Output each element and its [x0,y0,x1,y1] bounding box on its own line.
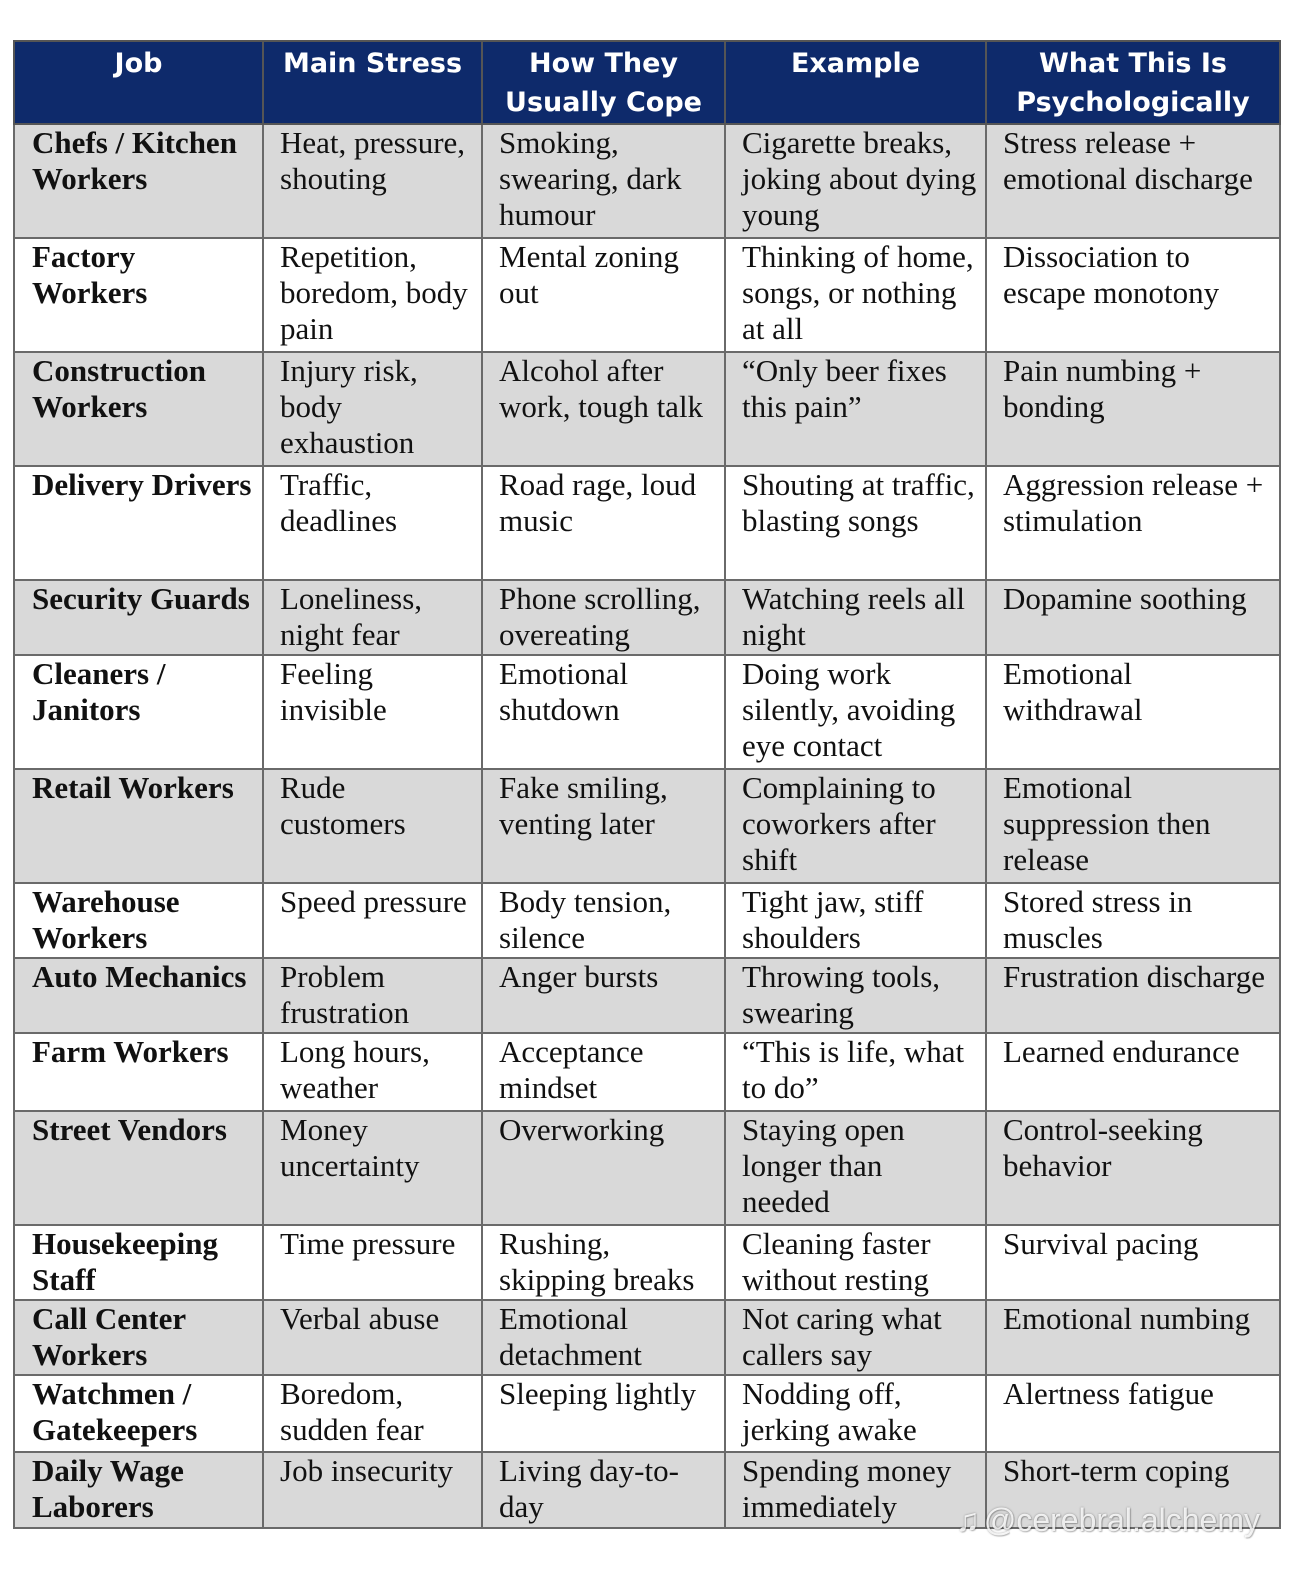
psych-cell: Frustration discharge [986,958,1280,1033]
psych-cell: Short-term coping [986,1452,1280,1528]
psych-cell: Dopamine soothing [986,580,1280,655]
psych-cell: Survival pacing [986,1225,1280,1300]
example-cell: “This is life, what to do” [725,1033,986,1111]
psych-cell: Emotional withdrawal [986,655,1280,769]
stress-cell: Long hours, weather [263,1033,482,1111]
example-cell: Staying open longer than needed [725,1111,986,1225]
job-cell: Farm Workers [14,1033,263,1111]
header-job: Job [14,41,263,124]
table-row [14,466,1280,580]
job-cell: Construction Workers [14,352,263,466]
job-cell: Retail Workers [14,769,263,883]
job-cell: Auto Mechanics [14,958,263,1033]
header-psychological: What This Is Psychologically [986,41,1280,124]
cope-cell: Alcohol after work, tough talk [482,352,725,466]
psych-cell: Learned endurance [986,1033,1280,1111]
job-cell: Factory Workers [14,238,263,352]
stress-cell: Injury risk, body exhaustion [263,352,482,466]
example-cell: Spending money immediately [725,1452,986,1528]
job-cell: Watchmen / Gatekeepers [14,1375,263,1452]
table-row [14,958,1280,1033]
example-cell: Complaining to coworkers after shift [725,769,986,883]
example-cell: Cleaning faster without resting [725,1225,986,1300]
stress-cell: Boredom, sudden fear [263,1375,482,1452]
header-main-stress: Main Stress [263,41,482,124]
cope-cell: Body tension, silence [482,883,725,958]
example-cell: Doing work silently, avoiding eye contact [725,655,986,769]
stress-cell: Verbal abuse [263,1300,482,1375]
table-row [14,769,1280,883]
example-cell: Thinking of home, songs, or nothing at all [725,238,986,352]
table-row [14,1111,1280,1225]
header-example: Example [725,41,986,124]
stress-cell: Heat, pressure, shouting [263,124,482,238]
stress-cell: Repetition, boredom, body pain [263,238,482,352]
psych-cell: Control-seeking behavior [986,1111,1280,1225]
cope-cell: Sleeping lightly [482,1375,725,1452]
job-cell: Security Guards [14,580,263,655]
table-row [14,238,1280,352]
job-cell: Cleaners / Janitors [14,655,263,769]
psych-cell: Stored stress in muscles [986,883,1280,958]
psych-cell: Pain numbing + bonding [986,352,1280,466]
psych-cell: Emotional suppression then release [986,769,1280,883]
stress-cell: Job insecurity [263,1452,482,1528]
cope-cell: Road rage, loud music [482,466,725,580]
cope-cell: Smoking, swearing, dark humour [482,124,725,238]
example-cell: Watching reels all night [725,580,986,655]
stress-cell: Loneliness, night fear [263,580,482,655]
table-row [14,1375,1280,1452]
psych-cell: Emotional numbing [986,1300,1280,1375]
stress-cell: Rude customers [263,769,482,883]
header-how-they-cope: How They Usually Cope [482,41,725,124]
example-cell: Shouting at traffic, blasting songs [725,466,986,580]
table-row [14,655,1280,769]
table-row [14,352,1280,466]
table-row [14,883,1280,958]
example-cell: Throwing tools, swearing [725,958,986,1033]
cope-cell: Rushing, skipping breaks [482,1225,725,1300]
table-row [14,580,1280,655]
job-cell: Chefs / Kitchen Workers [14,124,263,238]
stress-cell: Money uncertainty [263,1111,482,1225]
coping-table-container [13,40,1279,1529]
stress-cell: Time pressure [263,1225,482,1300]
job-cell: Call Center Workers [14,1300,263,1375]
cope-cell: Emotional shutdown [482,655,725,769]
cope-cell: Anger bursts [482,958,725,1033]
psych-cell: Dissociation to escape monotony [986,238,1280,352]
job-cell: Housekeeping Staff [14,1225,263,1300]
example-cell: “Only beer fixes this pain” [725,352,986,466]
cope-cell: Emotional detachment [482,1300,725,1375]
cope-cell: Overworking [482,1111,725,1225]
psych-cell: Stress release + emotional discharge [986,124,1280,238]
psych-cell: Alertness fatigue [986,1375,1280,1452]
watermark [956,1502,1260,1539]
cope-cell: Phone scrolling, overeating [482,580,725,655]
job-cell: Delivery Drivers [14,466,263,580]
stress-cell: Problem frustration [263,958,482,1033]
job-cell: Street Vendors [14,1111,263,1225]
job-cell: Daily Wage Laborers [14,1452,263,1528]
cope-cell: Living day-to-day [482,1452,725,1528]
example-cell: Not caring what callers say [725,1300,986,1375]
stress-cell: Feeling invisible [263,655,482,769]
example-cell: Tight jaw, stiff shoulders [725,883,986,958]
example-cell: Nodding off, jerking awake [725,1375,986,1452]
table-row [14,1033,1280,1111]
table-row [14,1225,1280,1300]
stress-cell: Speed pressure [263,883,482,958]
table-row [14,1300,1280,1375]
watermark-handle: @cerebral.alchemy [983,1502,1260,1538]
table-row [14,124,1280,238]
example-cell: Cigarette breaks, joking about dying young [725,124,986,238]
job-cell: Warehouse Workers [14,883,263,958]
stress-cell: Traffic, deadlines [263,466,482,580]
cope-cell: Acceptance mindset [482,1033,725,1111]
cope-cell: Mental zoning out [482,238,725,352]
header-row [14,41,1280,124]
cope-cell: Fake smiling, venting later [482,769,725,883]
coping-table [13,40,1281,1529]
psych-cell: Aggression release + stimulation [986,466,1280,580]
music-note-icon: ♫ [955,1502,980,1538]
